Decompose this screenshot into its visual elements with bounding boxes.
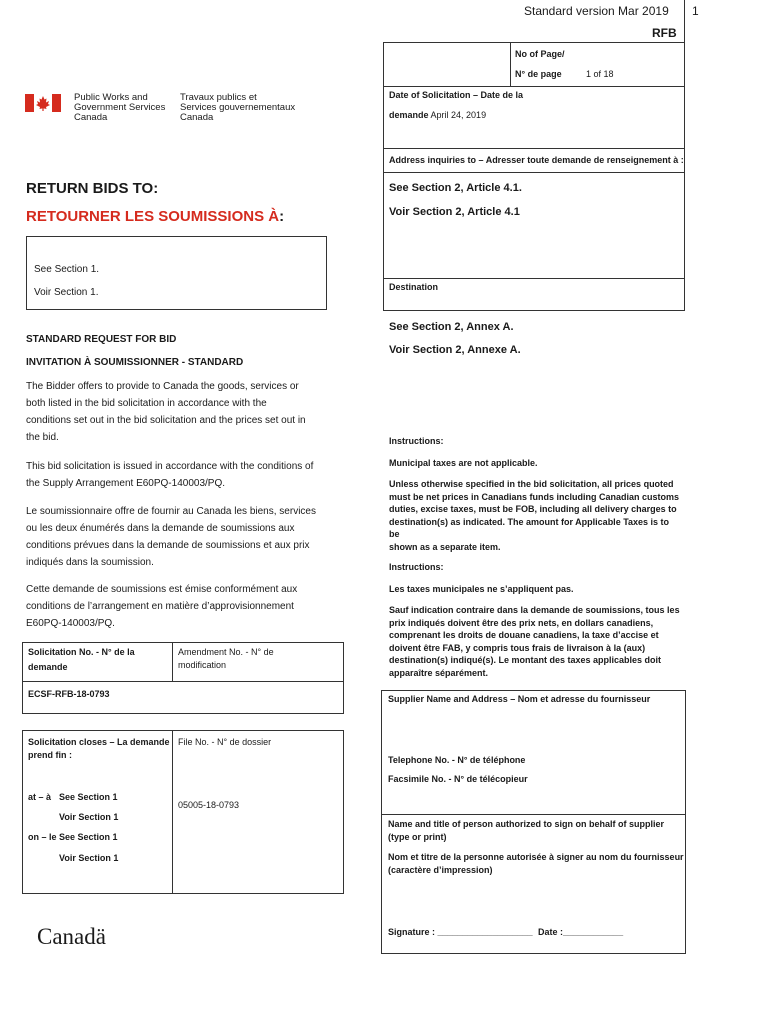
instructions-en-heading: Instructions: (389, 436, 444, 446)
closes-at-value-1: See Section 1 (59, 792, 118, 802)
solicitation-box-mid (23, 681, 343, 682)
solicitation-number-label-1: Solicitation No. - N° de la (28, 647, 135, 657)
page-count-divider (510, 42, 511, 86)
dept-fr-line-2: Services gouvernementaux (180, 102, 296, 113)
request-p1-line-1: The Bidder offers to provide to Canada the goods, services or (26, 381, 299, 392)
date-field[interactable]: Date :____________ (538, 927, 624, 937)
instructions-fr-heading: Instructions: (389, 562, 444, 572)
supplier-name-label: Supplier Name and Address – Nom et adresse du fournisseur (388, 694, 651, 704)
request-title-en: STANDARD REQUEST FOR BID (26, 334, 177, 345)
doc-type-label: RFB (652, 26, 677, 40)
signature-field[interactable]: Signature : ___________________ (388, 927, 533, 937)
dept-fr-line-3: Canada (180, 112, 214, 123)
solicitation-closes-box (22, 730, 344, 894)
request-p4-line-1: Cette demande de soumissions est émise conformément aux (26, 584, 298, 595)
destination-value-2: Voir Section 2, Annexe A. (389, 344, 521, 356)
instructions-en-line-5: shown as a separate item. (389, 541, 501, 552)
closes-box-divider (172, 731, 173, 893)
instructions-en-line-1: Unless otherwise specified in the bid solicitation, all prices quoted (389, 479, 674, 489)
authorized-person-fr-1: Nom et titre de la personne autorisée à signer au nom du fournisseur (388, 852, 684, 862)
authorized-person-en-1: Name and title of person authorized to sign on behalf of supplier (388, 819, 665, 829)
page-count-bottom (383, 86, 685, 87)
request-paragraph-2 (26, 458, 336, 492)
return-bids-line-2: Voir Section 1. (34, 287, 99, 298)
date-bottom (383, 148, 685, 149)
dept-en-line-2: Government Services (74, 102, 166, 113)
page-count-label-2: N° de page (515, 69, 562, 79)
page-number: 1 (692, 4, 699, 18)
inquiries-bottom (383, 278, 685, 279)
authorized-person-en-2: (type or print) (388, 832, 447, 842)
supplier-box (381, 690, 686, 954)
date-of-solicitation-label-1: Date of Solicitation – Date de la (389, 90, 524, 100)
request-paragraph-4 (26, 581, 336, 632)
request-paragraph-1 (26, 378, 336, 446)
supplier-divider (382, 814, 685, 815)
canada-wordmark (37, 924, 106, 950)
solicitation-number-value: ECSF-RFB-18-0793 (28, 689, 110, 699)
return-bids-title: RETURN BIDS TO: (26, 180, 159, 197)
date-of-solicitation-line (389, 109, 486, 122)
request-p4-line-3: E60PQ-140003/PQ. (26, 618, 115, 629)
request-p3-line-1: Le soumissionnaire offre de fournir au Canada les biens, services (26, 506, 316, 517)
authorized-person-fr-2: (caractère d’impression) (388, 865, 493, 875)
amendment-label-2: modification (178, 660, 227, 670)
instructions-fr-line-4: doivent être FAB, y compris tous frais de livraison à la (aux) (389, 642, 646, 653)
instructions-fr-line-5: destination(s) indiqué(s). Le montant des taxes applicables doit (389, 655, 662, 665)
file-number-value: 05005-18-0793 (178, 800, 240, 810)
instructions-fr-line-6: apparaître séparément. (389, 667, 489, 678)
destination-label: Destination (389, 282, 439, 292)
dept-en-line-3: Canada (74, 112, 108, 123)
canada-flag-logo (25, 94, 61, 112)
inquiries-value-1: See Section 2, Article 4.1. (389, 182, 522, 194)
file-number-label: File No. - N° de dossier (178, 737, 272, 747)
closes-at-label: at – à (28, 792, 52, 802)
return-bids-line-1: See Section 1. (34, 264, 100, 275)
return-bids-box (26, 236, 327, 310)
version-label: Standard version Mar 2019 (524, 4, 669, 18)
right-col-right-border (684, 42, 685, 310)
dept-name-fr (180, 93, 295, 123)
request-p3-line-4: indiqués dans la soumission. (26, 557, 154, 568)
instructions-en-line-4: destination(s) as indicated. The amount for Applicable Taxes is to be (389, 516, 670, 539)
return-bids-title-fr (26, 208, 284, 225)
closes-on-label: on – le (28, 832, 57, 842)
right-col-top-border (383, 42, 685, 43)
dept-en-line-1: Public Works and (74, 92, 148, 103)
instructions-fr-line-1: Sauf indication contraire dans la demande de soumissions, tous les (389, 605, 680, 615)
request-p3-line-2: ou les deux énumérés dans la demande de soumissions aux (26, 523, 295, 534)
closes-label-1: Solicitation closes – La demande (28, 737, 170, 747)
instructions-en-line-3: duties, excise taxes, must be FOB, including all delivery charges to (389, 504, 677, 514)
destination-value-1: See Section 2, Annex A. (389, 321, 514, 333)
solicitation-box-divider (172, 643, 173, 681)
canada-wordmark-text: Canadä (37, 924, 106, 949)
return-bids-title-fr-colon: : (279, 208, 285, 225)
request-p1-line-2: both listed in the bid solicitation in accordance with the (26, 398, 267, 409)
dept-fr-line-1: Travaux publics et (180, 92, 257, 103)
return-bids-title-fr-text: RETOURNER LES SOUMISSIONS À (26, 208, 280, 225)
inquiries-value-2: Voir Section 2, Article 4.1 (389, 206, 520, 218)
page-count-label-1: No of Page/ (515, 49, 565, 59)
instructions-fr-line-3: comprenant les droits de douane canadiens, la taxe d’accise et (389, 630, 659, 640)
instructions-fr-line-2: prix indiqués doivent être des prix nets, en dollars canadiens, (389, 617, 654, 628)
telephone-label: Telephone No. - N° de téléphone (388, 755, 526, 765)
solicitation-number-box (22, 642, 344, 714)
page-count-value: 1 of 18 (586, 69, 614, 79)
closes-label-2: prend fin : (28, 750, 72, 760)
closes-on-value-2: Voir Section 1 (59, 853, 119, 863)
facsimile-label: Facsimile No. - N° de télécopieur (388, 774, 528, 784)
instructions-en (389, 435, 681, 679)
request-p3-line-3: conditions prévues dans la demande de soumissions et aux prix (26, 540, 310, 551)
inquiries-label: Address inquiries to – Adresser toute demande de renseignement à : (389, 155, 684, 165)
inquiries-label-bottom (383, 172, 685, 173)
request-paragraph-3 (26, 503, 336, 571)
request-p2-line-1: This bid solicitation is issued in accordance with the conditions of (26, 461, 314, 472)
request-p1-line-4: the bid. (26, 432, 59, 443)
date-of-solicitation-value: April 24, 2019 (430, 110, 487, 120)
dept-name-en (74, 93, 165, 123)
amendment-label-1: Amendment No. - N° de (178, 647, 274, 657)
date-of-solicitation-label-2: demande (389, 110, 429, 120)
right-col-left-border (383, 42, 384, 310)
solicitation-number-label-2: demande (28, 662, 68, 672)
request-p1-line-3: conditions set out in the bid solicitation and the prices set out in (26, 415, 306, 426)
closes-on-value-1: See Section 1 (59, 832, 118, 842)
instructions-fr-taxes: Les taxes municipales ne s’appliquent pas. (389, 584, 574, 594)
header-divider (684, 0, 685, 48)
request-p4-line-2: conditions de l’arrangement en matière d’approvisionnement (26, 601, 294, 612)
instructions-en-taxes: Municipal taxes are not applicable. (389, 458, 538, 468)
request-p2-line-2: the Supply Arrangement E60PQ-140003/PQ. (26, 478, 226, 489)
closes-at-value-2: Voir Section 1 (59, 812, 119, 822)
request-title-fr: INVITATION À SOUMISSIONNER - STANDARD (26, 357, 244, 368)
destination-bottom (383, 310, 685, 311)
instructions-en-line-2: must be net prices in Canadians funds including Canadian customs (389, 491, 680, 502)
